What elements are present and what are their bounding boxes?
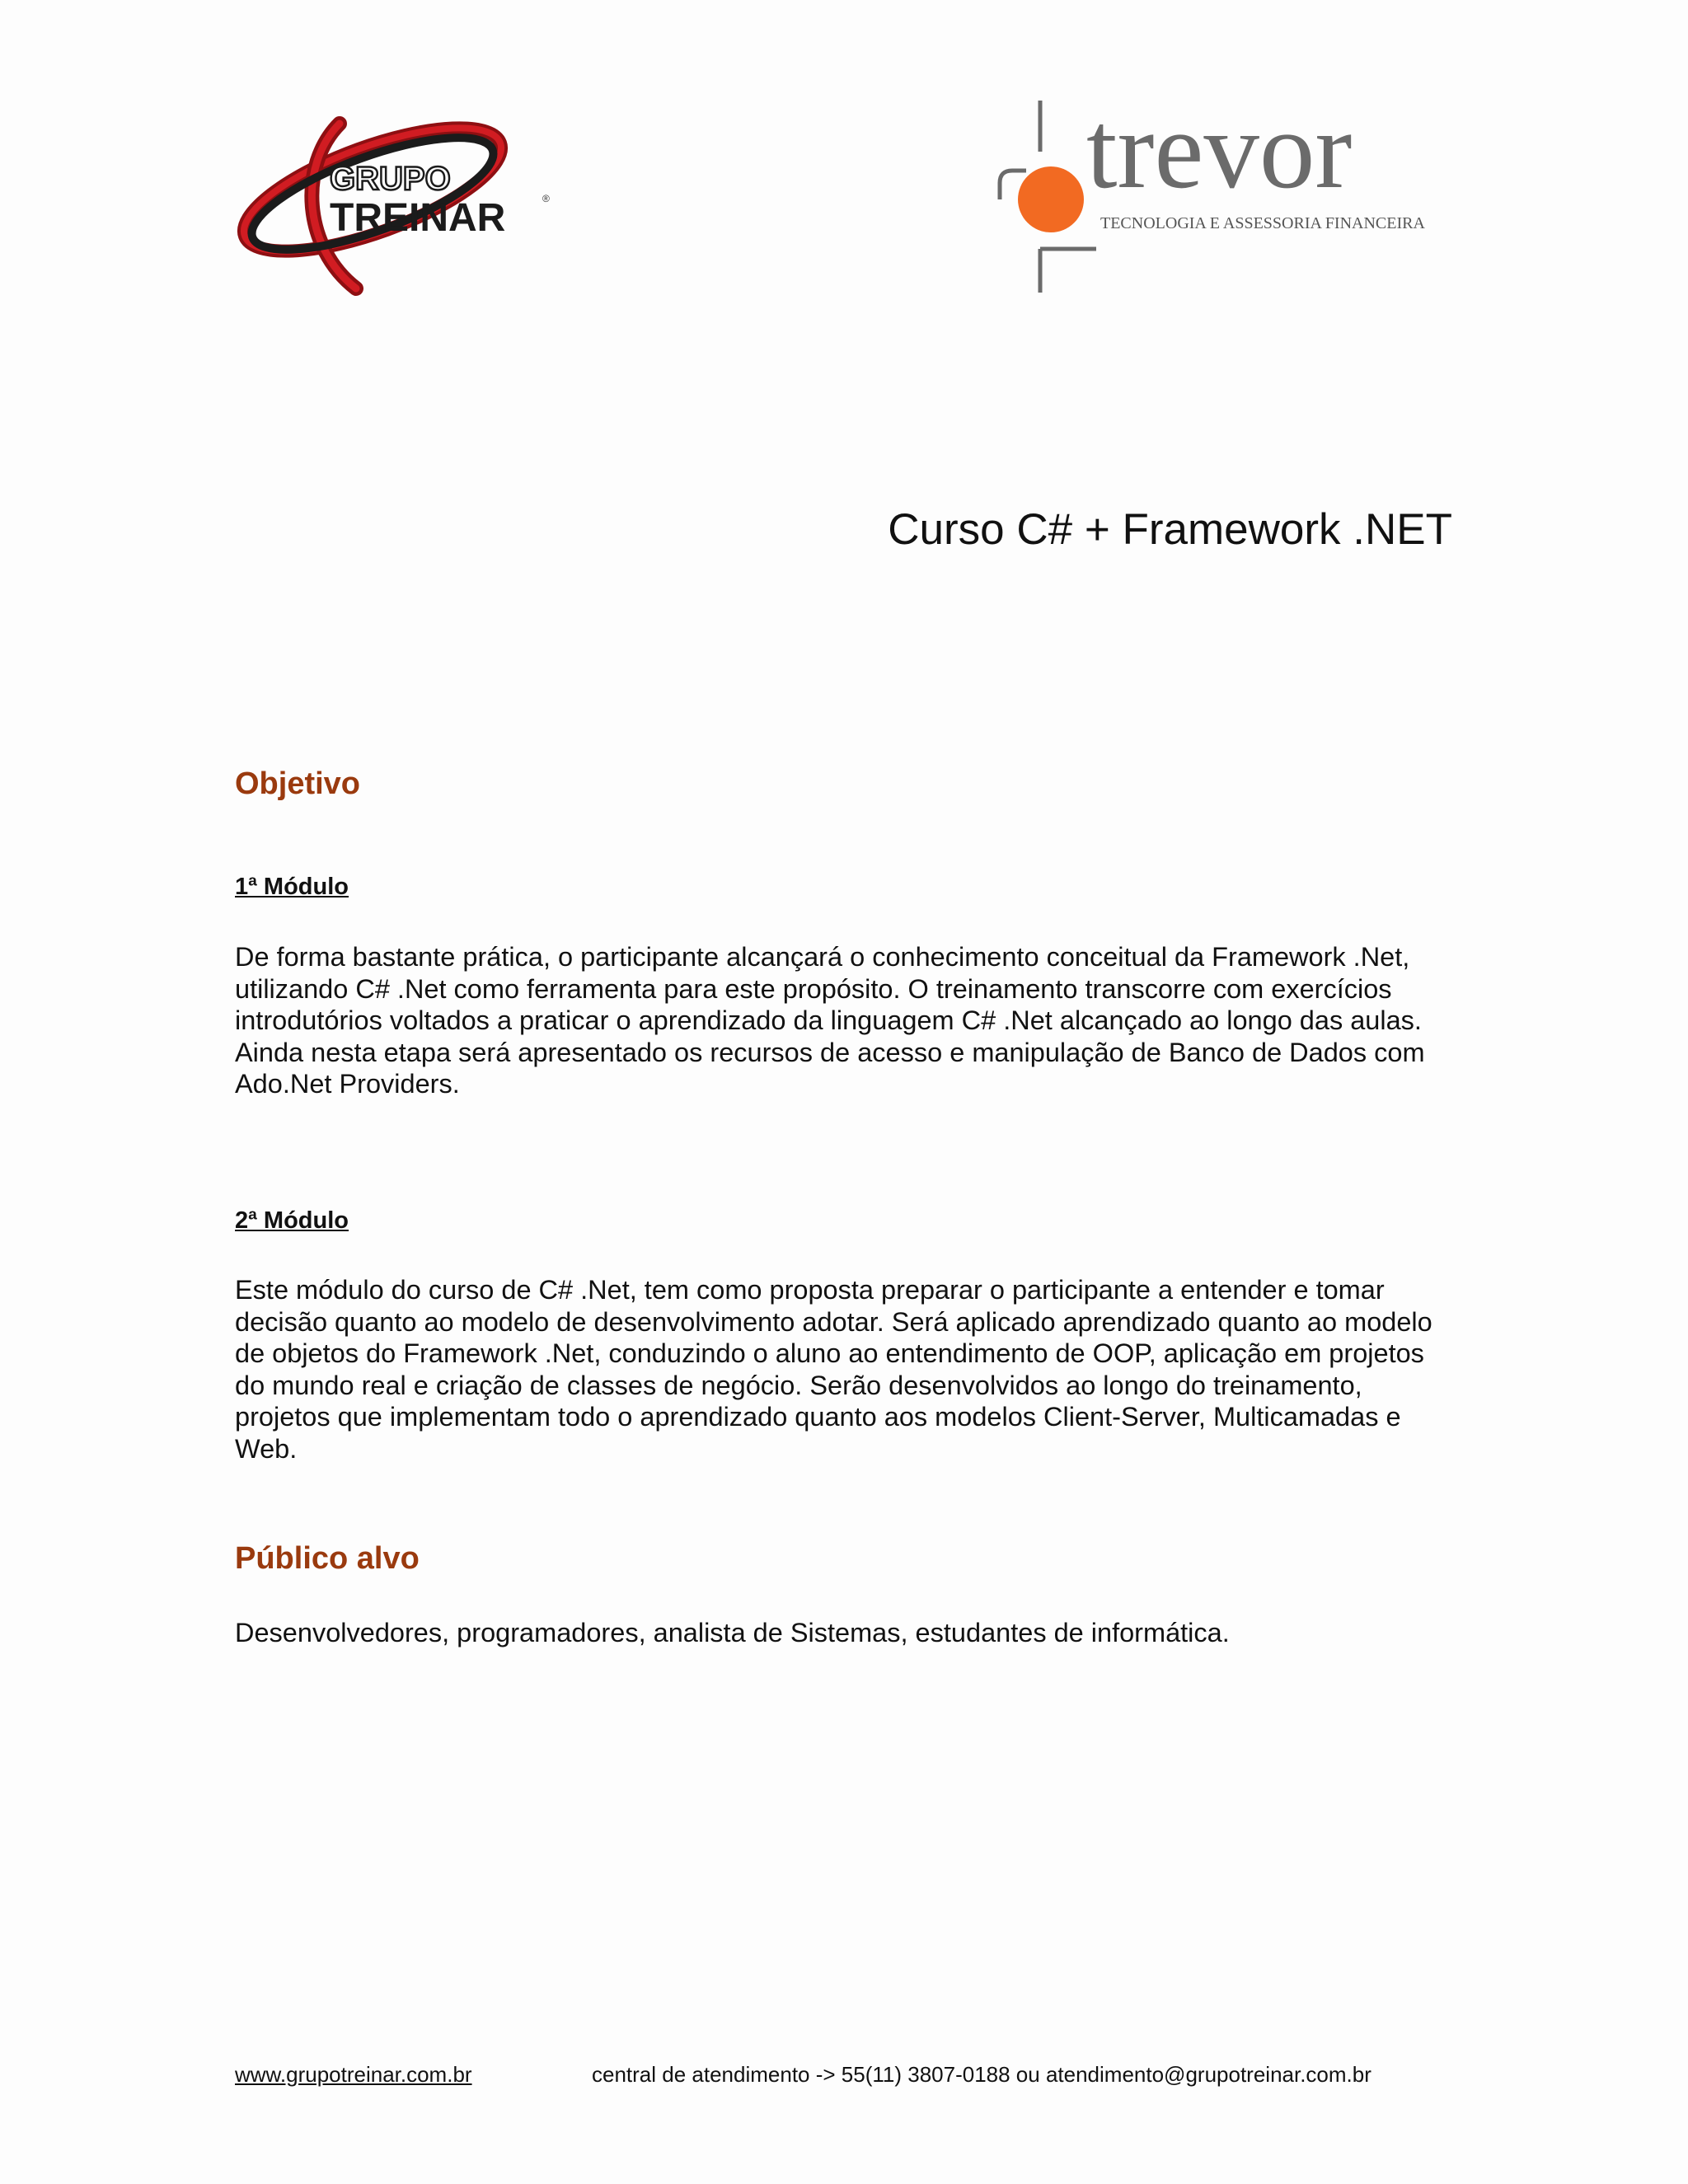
modulo1-heading: 1ª Módulo xyxy=(235,874,349,900)
footer-website-link[interactable]: www.grupotreinar.com.br xyxy=(235,2062,472,2087)
trevor-logo xyxy=(993,92,1455,298)
modulo2-paragraph: Este módulo do curso de C# .Net, tem como proposta preparar o participante a entender e tomar decisão quanto ao modelo de desenvolvimento adotar. Será aplicado aprendizado quanto ao modelo de objetos do Framework .Net, conduzindo o aluno ao entendimento de OOP, aplicação em projetos do mundo real e criação de classes de negócio. Serão desenvolvidos ao longo do treinamento, projetos que implementam todo o aprendizado quanto aos modelos Client-Server, Multicamadas e Web. xyxy=(235,1275,1432,1464)
modulo2-heading: 2ª Módulo xyxy=(235,1207,349,1234)
course-title: Curso C# + Framework .NET xyxy=(888,505,1452,554)
objetivo-heading: Objetivo xyxy=(235,766,361,801)
publico-alvo-paragraph: Desenvolvedores, programadores, analista de Sistemas, estudantes de informática. xyxy=(235,1618,1230,1647)
trevor-wordmark: trevor xyxy=(1086,92,1353,212)
modulo1-paragraph: De forma bastante prática, o participante alcançará o conhecimento conceitual da Framework .Net, utilizando C# .Net como ferramenta para este propósito. O treinamento transcorre com exercícios introdutórios voltados a praticar o aprendizado da linguagem C# .Net alcançado ao longo das aulas. Ainda nesta etapa será apresentado os recursos de acesso e manipulação de Banco de Dados com Ado.Net Providers. xyxy=(235,942,1425,1099)
registered-mark: ® xyxy=(542,193,550,204)
logo-text-treinar: TREINAR xyxy=(330,196,506,240)
logo-text-grupo: GRUPO xyxy=(330,161,451,197)
footer-contact-info: central de atendimento -> 55(11) 3807-0188 ou atendimento@grupotreinar.com.br xyxy=(592,2062,1372,2087)
grupo-treinar-logo xyxy=(232,107,562,301)
publico-alvo-heading: Público alvo xyxy=(235,1541,420,1576)
trevor-tagline: TECNOLOGIA E ASSESSORIA FINANCEIRA xyxy=(1100,214,1425,232)
